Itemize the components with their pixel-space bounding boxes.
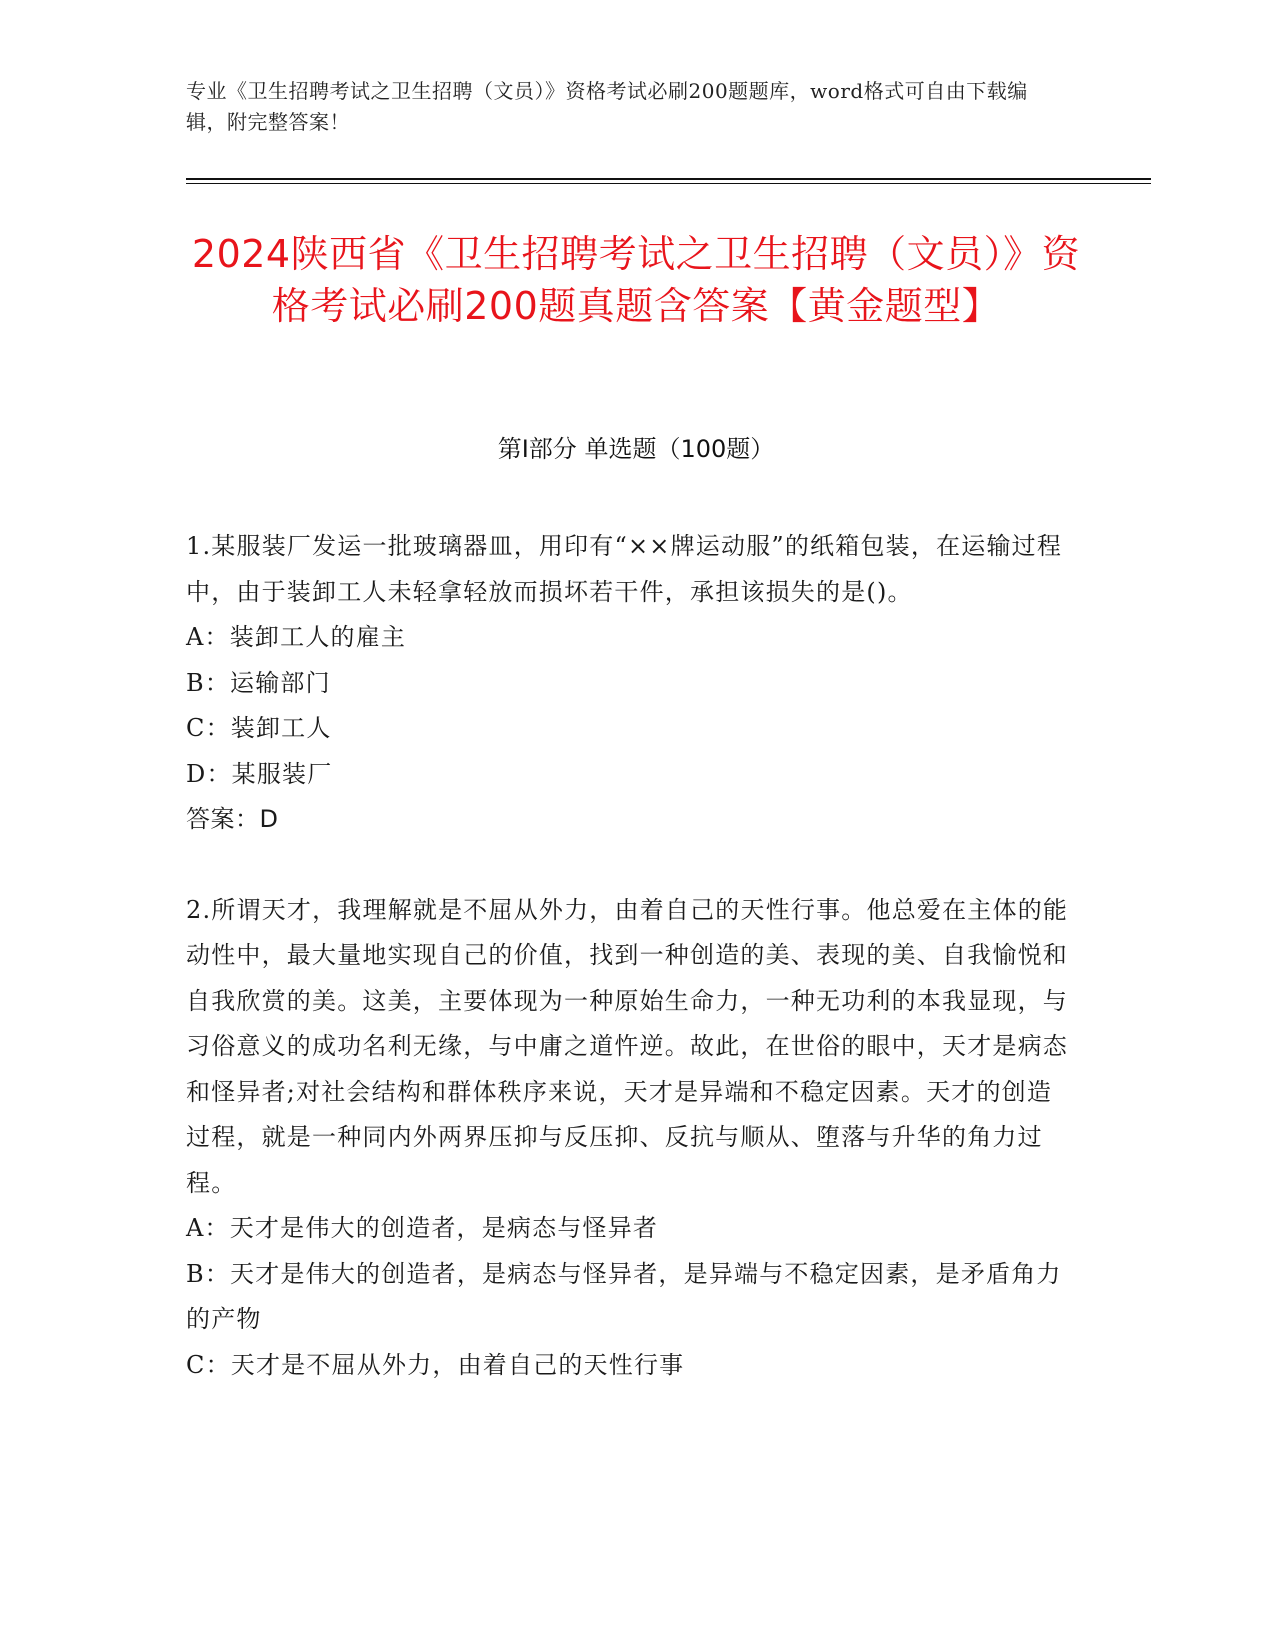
option-c: C：天才是不屈从外力，由着自己的天性行事 — [186, 1350, 685, 1379]
option-d: D：某服装厂 — [186, 759, 333, 788]
question-1 — [186, 524, 1076, 843]
question-stem: 1.某服装厂发运一批玻璃器皿，用印有“××牌运动服”的纸箱包装，在运输过程中，由于装卸工人未轻拿轻放而损坏若干件，承担该损失的是()。 — [186, 532, 1063, 606]
question-stem: 2.所谓天才，我理解就是不屈从外力，由着自己的天性行事。他总爱在主体的能动性中，最大量地实现自己的价值，找到一种创造的美、表现的美、自我愉悦和自我欣赏的美。这美，主要体现为一种原始生命力，一种无功利的本我显现，与习俗意义的成功名利无缘，与中庸之道忤逆。故此，在世俗的眼中，天才是病态和怪异者;对社会结构和群体秩序来说，天才是异端和不稳定因素。天才的创造过程，就是一种同内外两界压抑与反压抑、反抗与顺从、堕落与升华的角力过程。 — [186, 895, 1069, 1197]
question-2 — [186, 888, 1076, 1389]
option-b: B：天才是伟大的创造者，是病态与怪异者，是异端与不稳定因素，是矛盾角力的产物 — [186, 1259, 1062, 1333]
document-header-note: 专业《卫生招聘考试之卫生招聘（文员）》资格考试必刷200题题库，word格式可自由下载编辑，附完整答案！ — [186, 79, 1028, 134]
header-rule-thin — [186, 183, 1151, 184]
questions-content — [186, 524, 1076, 1388]
option-a: A：天才是伟大的创造者，是病态与怪异者 — [186, 1214, 659, 1242]
answer-line: 答案：D — [186, 805, 279, 833]
option-b: B：运输部门 — [186, 668, 331, 697]
question-spacer — [186, 843, 1076, 888]
header-rule-thick — [186, 178, 1151, 180]
option-a: A：装卸工人的雇主 — [186, 623, 407, 651]
section-heading: 第Ⅰ部分 单选题（100题） — [497, 435, 775, 463]
option-c: C：装卸工人 — [186, 714, 332, 742]
document-title: 2024陕西省《卫生招聘考试之卫生招聘（文员）》资格考试必刷200题真题含答案【黄金题型】 — [191, 232, 1081, 328]
